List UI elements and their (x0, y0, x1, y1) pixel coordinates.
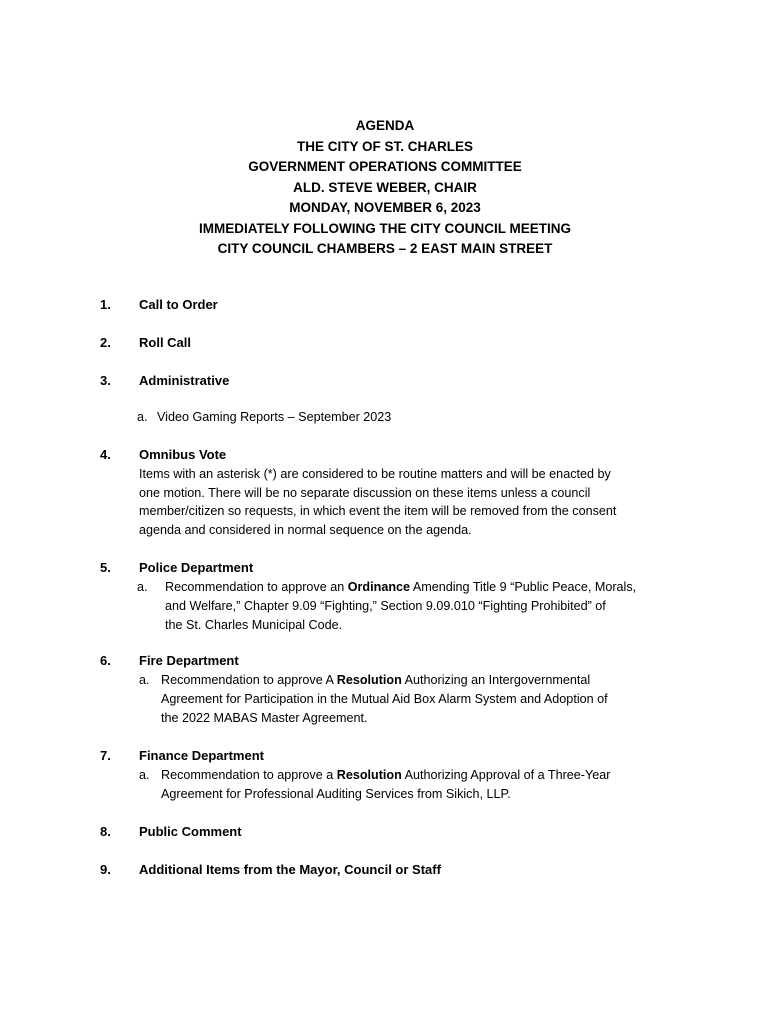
item-number: 6. (100, 653, 111, 668)
sub-item-text-pre: Recommendation to approve A (161, 673, 337, 687)
sub-item-text-bold: Resolution (336, 768, 402, 782)
sub-item-first-line (161, 671, 608, 690)
omnibus-description (139, 465, 679, 539)
sub-item-letter: a. (137, 580, 148, 594)
sub-item-text: Video Gaming Reports – September 2023 (157, 410, 392, 424)
paragraph-line: one motion. There will be no separate discussion on these items unless a council (139, 485, 591, 500)
sub-item-line: the 2022 MABAS Master Agreement. (161, 710, 368, 725)
sub-item-line: and Welfare,” Chapter 9.09 “Fighting,” Section 9.09.010 “Fighting Prohibited” of (165, 598, 606, 613)
item-title: Omnibus Vote (139, 447, 227, 462)
item-title: Fire Department (139, 653, 239, 668)
item-title: Public Comment (139, 824, 242, 839)
sub-item-text-post: Amending Title 9 “Public Peace, Morals, (410, 580, 637, 594)
sub-item-first-line (161, 766, 610, 785)
header-line-timing: IMMEDIATELY FOLLOWING THE CITY COUNCIL MEETING (198, 220, 571, 236)
sub-item-line: Agreement for Participation in the Mutual Aid Box Alarm System and Adoption of (161, 691, 608, 706)
item-title: Administrative (139, 373, 230, 388)
item-number: 7. (100, 748, 111, 763)
sub-item-text-bold: Ordinance (347, 580, 411, 594)
sub-item-text-bold: Resolution (336, 673, 402, 687)
item-number: 2. (100, 335, 111, 350)
item-number: 8. (100, 824, 111, 839)
agenda-header (0, 116, 770, 260)
header-line-committee: GOVERNMENT OPERATIONS COMMITTEE (248, 159, 522, 174)
header-line-location: CITY COUNCIL CHAMBERS – 2 EAST MAIN STREET (217, 241, 553, 256)
paragraph-line: Items with an asterisk (*) are considered to be routine matters and will be enacted by (139, 467, 611, 481)
sub-item-text-post: Authorizing Approval of a Three-Year (401, 768, 611, 782)
header-line-chair: ALD. STEVE WEBER, CHAIR (293, 179, 477, 195)
sub-item-letter: a. (139, 768, 150, 782)
item-number: 9. (100, 862, 111, 877)
item-number: 3. (100, 373, 111, 388)
item-title: Police Department (139, 560, 254, 575)
sub-item-line: Agreement for Professional Auditing Services from Sikich, LLP. (161, 786, 511, 801)
sub-item-letter: a. (139, 673, 150, 687)
sub-item-letter: a. (137, 410, 148, 424)
header-line-date: MONDAY, NOVEMBER 6, 2023 (289, 200, 481, 215)
sub-item-first-line (165, 578, 636, 597)
paragraph-line: member/citizen so requests, in which event the item will be removed from the consent (139, 504, 617, 518)
item-title: Roll Call (139, 335, 192, 350)
sub-item-text-pre: Recommendation to approve a (161, 768, 337, 782)
item-number: 4. (100, 447, 111, 462)
sub-item-text-pre: Recommendation to approve an (165, 580, 348, 594)
item-title: Additional Items from the Mayor, Council or Staff (139, 862, 441, 877)
sub-item-line: the St. Charles Municipal Code. (165, 617, 343, 632)
item-title: Call to Order (139, 297, 218, 312)
header-line-city: THE CITY OF ST. CHARLES (296, 138, 473, 154)
header-line-agenda: AGENDA (355, 118, 415, 133)
sub-item-text-post: Authorizing an Intergovernmental (401, 673, 591, 687)
item-number: 1. (100, 297, 111, 312)
item-number: 5. (100, 560, 111, 575)
item-title: Finance Department (139, 748, 264, 763)
paragraph-line: agenda and considered in normal sequence on the agenda. (139, 522, 472, 537)
